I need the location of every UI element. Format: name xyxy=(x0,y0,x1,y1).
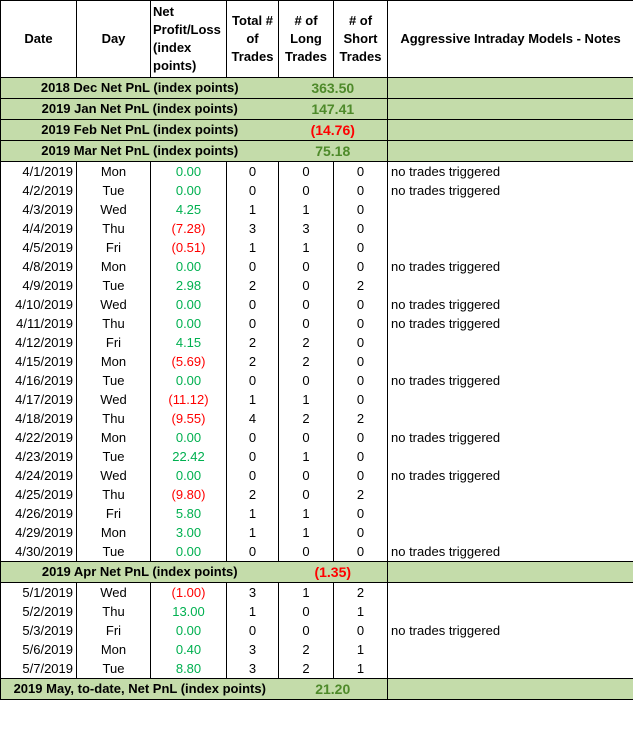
short-trades-cell: 0 xyxy=(334,238,388,257)
table-row xyxy=(1,640,633,659)
summary-value: (1.35) xyxy=(279,562,388,583)
pnl-cell: 0.00 xyxy=(151,621,227,640)
note-cell: no trades triggered xyxy=(388,162,633,182)
day-cell: Mon xyxy=(77,257,151,276)
day-cell: Wed xyxy=(77,583,151,603)
total-trades-cell: 0 xyxy=(227,447,279,466)
table-row xyxy=(1,621,633,640)
date-cell: 4/16/2019 xyxy=(1,371,77,390)
pnl-cell: 2.98 xyxy=(151,276,227,295)
total-trades-cell: 0 xyxy=(227,371,279,390)
table-row xyxy=(1,333,633,352)
short-trades-cell: 0 xyxy=(334,371,388,390)
day-cell: Wed xyxy=(77,295,151,314)
pnl-cell: (1.00) xyxy=(151,583,227,603)
date-cell: 4/3/2019 xyxy=(1,200,77,219)
note-cell xyxy=(388,523,633,542)
long-trades-cell: 0 xyxy=(279,602,334,621)
note-cell xyxy=(388,238,633,257)
date-cell: 4/5/2019 xyxy=(1,238,77,257)
day-cell: Fri xyxy=(77,238,151,257)
summary-row-feb xyxy=(1,120,633,141)
short-trades-cell: 0 xyxy=(334,428,388,447)
pnl-cell: 0.00 xyxy=(151,428,227,447)
header-short: # of Short Trades xyxy=(334,1,388,78)
total-trades-cell: 2 xyxy=(227,352,279,371)
day-cell: Thu xyxy=(77,219,151,238)
long-trades-cell: 0 xyxy=(279,542,334,562)
total-trades-cell: 4 xyxy=(227,409,279,428)
pnl-cell: (9.80) xyxy=(151,485,227,504)
short-trades-cell: 2 xyxy=(334,409,388,428)
note-cell: no trades triggered xyxy=(388,181,633,200)
pnl-cell: 3.00 xyxy=(151,523,227,542)
note-cell xyxy=(388,583,633,603)
day-cell: Thu xyxy=(77,485,151,504)
long-trades-cell: 0 xyxy=(279,485,334,504)
summary-value: 75.18 xyxy=(279,141,388,162)
short-trades-cell: 0 xyxy=(334,314,388,333)
date-cell: 4/9/2019 xyxy=(1,276,77,295)
note-cell: no trades triggered xyxy=(388,371,633,390)
total-trades-cell: 3 xyxy=(227,659,279,679)
pnl-cell: (5.69) xyxy=(151,352,227,371)
summary-label: 2019 Mar Net PnL (index points) xyxy=(1,141,279,162)
date-cell: 4/18/2019 xyxy=(1,409,77,428)
pnl-cell: 0.00 xyxy=(151,542,227,562)
short-trades-cell: 1 xyxy=(334,602,388,621)
pnl-cell: 0.00 xyxy=(151,466,227,485)
day-cell: Fri xyxy=(77,333,151,352)
total-trades-cell: 0 xyxy=(227,181,279,200)
note-cell xyxy=(388,504,633,523)
date-cell: 5/6/2019 xyxy=(1,640,77,659)
total-trades-cell: 0 xyxy=(227,466,279,485)
table-row xyxy=(1,257,633,276)
table-row xyxy=(1,390,633,409)
summary-value: 21.20 xyxy=(279,679,388,700)
summary-label: 2019 May, to-date, Net PnL (index points) xyxy=(1,679,279,700)
date-cell: 4/25/2019 xyxy=(1,485,77,504)
table-row xyxy=(1,200,633,219)
day-cell: Wed xyxy=(77,200,151,219)
summary-row-dec xyxy=(1,78,633,99)
total-trades-cell: 0 xyxy=(227,542,279,562)
day-cell: Mon xyxy=(77,428,151,447)
table-row xyxy=(1,523,633,542)
header-total: Total # of Trades xyxy=(227,1,279,78)
note-cell: no trades triggered xyxy=(388,542,633,562)
table-row xyxy=(1,447,633,466)
note-cell xyxy=(388,640,633,659)
total-trades-cell: 0 xyxy=(227,257,279,276)
total-trades-cell: 0 xyxy=(227,162,279,182)
date-cell: 4/23/2019 xyxy=(1,447,77,466)
short-trades-cell: 2 xyxy=(334,583,388,603)
long-trades-cell: 2 xyxy=(279,659,334,679)
date-cell: 4/1/2019 xyxy=(1,162,77,182)
short-trades-cell: 0 xyxy=(334,162,388,182)
total-trades-cell: 1 xyxy=(227,504,279,523)
table-row xyxy=(1,659,633,679)
table-row xyxy=(1,602,633,621)
total-trades-cell: 2 xyxy=(227,333,279,352)
pnl-cell: (11.12) xyxy=(151,390,227,409)
summary-label: 2019 Apr Net PnL (index points) xyxy=(1,562,279,583)
long-trades-cell: 0 xyxy=(279,621,334,640)
summary-label: 2019 Jan Net PnL (index points) xyxy=(1,99,279,120)
long-trades-cell: 1 xyxy=(279,523,334,542)
short-trades-cell: 2 xyxy=(334,276,388,295)
table-row xyxy=(1,295,633,314)
note-cell xyxy=(388,352,633,371)
note-cell: no trades triggered xyxy=(388,257,633,276)
short-trades-cell: 0 xyxy=(334,621,388,640)
pnl-cell: 0.00 xyxy=(151,314,227,333)
table-row xyxy=(1,371,633,390)
total-trades-cell: 0 xyxy=(227,314,279,333)
pnl-cell: 13.00 xyxy=(151,602,227,621)
day-cell: Thu xyxy=(77,314,151,333)
day-cell: Mon xyxy=(77,523,151,542)
long-trades-cell: 2 xyxy=(279,640,334,659)
pnl-cell: (0.51) xyxy=(151,238,227,257)
summary-row-jan xyxy=(1,99,633,120)
total-trades-cell: 3 xyxy=(227,583,279,603)
date-cell: 5/1/2019 xyxy=(1,583,77,603)
total-trades-cell: 2 xyxy=(227,485,279,504)
note-cell xyxy=(388,390,633,409)
date-cell: 4/4/2019 xyxy=(1,219,77,238)
long-trades-cell: 0 xyxy=(279,162,334,182)
note-cell xyxy=(388,447,633,466)
day-cell: Tue xyxy=(77,371,151,390)
note-cell xyxy=(388,485,633,504)
pnl-cell: 0.00 xyxy=(151,257,227,276)
total-trades-cell: 1 xyxy=(227,602,279,621)
pnl-cell: 22.42 xyxy=(151,447,227,466)
short-trades-cell: 2 xyxy=(334,485,388,504)
long-trades-cell: 1 xyxy=(279,238,334,257)
day-cell: Wed xyxy=(77,466,151,485)
long-trades-cell: 0 xyxy=(279,257,334,276)
pnl-cell: 0.00 xyxy=(151,162,227,182)
short-trades-cell: 0 xyxy=(334,542,388,562)
day-cell: Tue xyxy=(77,181,151,200)
pnl-cell: (9.55) xyxy=(151,409,227,428)
short-trades-cell: 0 xyxy=(334,504,388,523)
total-trades-cell: 3 xyxy=(227,219,279,238)
summary-value: 363.50 xyxy=(279,78,388,99)
short-trades-cell: 0 xyxy=(334,523,388,542)
header-day: Day xyxy=(77,1,151,78)
note-cell: no trades triggered xyxy=(388,466,633,485)
note-cell xyxy=(388,219,633,238)
pnl-cell: 5.80 xyxy=(151,504,227,523)
long-trades-cell: 1 xyxy=(279,390,334,409)
total-trades-cell: 0 xyxy=(227,621,279,640)
date-cell: 4/2/2019 xyxy=(1,181,77,200)
short-trades-cell: 0 xyxy=(334,333,388,352)
date-cell: 4/8/2019 xyxy=(1,257,77,276)
summary-row-may xyxy=(1,679,633,700)
table-row xyxy=(1,219,633,238)
table-row xyxy=(1,409,633,428)
long-trades-cell: 0 xyxy=(279,181,334,200)
date-cell: 4/12/2019 xyxy=(1,333,77,352)
pnl-cell: (7.28) xyxy=(151,219,227,238)
date-cell: 4/22/2019 xyxy=(1,428,77,447)
summary-note xyxy=(388,120,633,141)
total-trades-cell: 1 xyxy=(227,238,279,257)
note-cell xyxy=(388,659,633,679)
day-cell: Mon xyxy=(77,640,151,659)
long-trades-cell: 2 xyxy=(279,409,334,428)
pnl-cell: 0.40 xyxy=(151,640,227,659)
long-trades-cell: 2 xyxy=(279,352,334,371)
header-long: # of Long Trades xyxy=(279,1,334,78)
short-trades-cell: 0 xyxy=(334,181,388,200)
date-cell: 4/11/2019 xyxy=(1,314,77,333)
day-cell: Mon xyxy=(77,162,151,182)
long-trades-cell: 1 xyxy=(279,200,334,219)
date-cell: 4/17/2019 xyxy=(1,390,77,409)
note-cell xyxy=(388,409,633,428)
long-trades-cell: 1 xyxy=(279,504,334,523)
long-trades-cell: 0 xyxy=(279,371,334,390)
table-row xyxy=(1,238,633,257)
short-trades-cell: 0 xyxy=(334,466,388,485)
table-row xyxy=(1,485,633,504)
short-trades-cell: 0 xyxy=(334,219,388,238)
date-cell: 4/26/2019 xyxy=(1,504,77,523)
long-trades-cell: 2 xyxy=(279,333,334,352)
pnl-cell: 0.00 xyxy=(151,371,227,390)
day-cell: Mon xyxy=(77,352,151,371)
day-cell: Fri xyxy=(77,621,151,640)
long-trades-cell: 0 xyxy=(279,428,334,447)
note-cell xyxy=(388,276,633,295)
table-row xyxy=(1,428,633,447)
long-trades-cell: 1 xyxy=(279,447,334,466)
summary-label: 2018 Dec Net PnL (index points) xyxy=(1,78,279,99)
short-trades-cell: 0 xyxy=(334,390,388,409)
note-cell: no trades triggered xyxy=(388,621,633,640)
day-cell: Thu xyxy=(77,602,151,621)
short-trades-cell: 0 xyxy=(334,352,388,371)
summary-note xyxy=(388,679,633,700)
total-trades-cell: 1 xyxy=(227,390,279,409)
short-trades-cell: 0 xyxy=(334,295,388,314)
summary-row-mar xyxy=(1,141,633,162)
note-cell: no trades triggered xyxy=(388,314,633,333)
short-trades-cell: 0 xyxy=(334,257,388,276)
date-cell: 4/15/2019 xyxy=(1,352,77,371)
short-trades-cell: 0 xyxy=(334,447,388,466)
summary-note xyxy=(388,141,633,162)
total-trades-cell: 1 xyxy=(227,200,279,219)
day-cell: Tue xyxy=(77,542,151,562)
table-row xyxy=(1,542,633,562)
note-cell xyxy=(388,200,633,219)
short-trades-cell: 1 xyxy=(334,659,388,679)
table-row xyxy=(1,504,633,523)
total-trades-cell: 0 xyxy=(227,428,279,447)
summary-value: (14.76) xyxy=(279,120,388,141)
summary-label: 2019 Feb Net PnL (index points) xyxy=(1,120,279,141)
long-trades-cell: 0 xyxy=(279,466,334,485)
long-trades-cell: 0 xyxy=(279,276,334,295)
total-trades-cell: 1 xyxy=(227,523,279,542)
long-trades-cell: 3 xyxy=(279,219,334,238)
table-row xyxy=(1,181,633,200)
table-row xyxy=(1,162,633,182)
long-trades-cell: 1 xyxy=(279,583,334,603)
summary-note xyxy=(388,562,633,583)
header-date: Date xyxy=(1,1,77,78)
pnl-cell: 0.00 xyxy=(151,181,227,200)
note-cell xyxy=(388,333,633,352)
table-row xyxy=(1,276,633,295)
date-cell: 5/2/2019 xyxy=(1,602,77,621)
summary-value: 147.41 xyxy=(279,99,388,120)
day-cell: Fri xyxy=(77,504,151,523)
table-row xyxy=(1,314,633,333)
date-cell: 5/7/2019 xyxy=(1,659,77,679)
pnl-cell: 0.00 xyxy=(151,295,227,314)
table-row xyxy=(1,352,633,371)
date-cell: 4/10/2019 xyxy=(1,295,77,314)
day-cell: Tue xyxy=(77,276,151,295)
long-trades-cell: 0 xyxy=(279,295,334,314)
note-cell xyxy=(388,602,633,621)
header-profit: Net Profit/Loss (index points) xyxy=(151,1,227,78)
pnl-cell: 4.25 xyxy=(151,200,227,219)
total-trades-cell: 3 xyxy=(227,640,279,659)
total-trades-cell: 0 xyxy=(227,295,279,314)
header-row xyxy=(1,1,633,78)
table-row xyxy=(1,466,633,485)
pnl-cell: 8.80 xyxy=(151,659,227,679)
long-trades-cell: 0 xyxy=(279,314,334,333)
short-trades-cell: 1 xyxy=(334,640,388,659)
note-cell: no trades triggered xyxy=(388,428,633,447)
date-cell: 4/24/2019 xyxy=(1,466,77,485)
summary-note xyxy=(388,99,633,120)
day-cell: Tue xyxy=(77,447,151,466)
day-cell: Thu xyxy=(77,409,151,428)
short-trades-cell: 0 xyxy=(334,200,388,219)
date-cell: 4/29/2019 xyxy=(1,523,77,542)
day-cell: Wed xyxy=(77,390,151,409)
summary-row-apr xyxy=(1,562,633,583)
header-notes: Aggressive Intraday Models - Notes xyxy=(388,1,633,78)
date-cell: 4/30/2019 xyxy=(1,542,77,562)
date-cell: 5/3/2019 xyxy=(1,621,77,640)
total-trades-cell: 2 xyxy=(227,276,279,295)
day-cell: Tue xyxy=(77,659,151,679)
table-row xyxy=(1,583,633,603)
summary-note xyxy=(388,78,633,99)
pnl-cell: 4.15 xyxy=(151,333,227,352)
note-cell: no trades triggered xyxy=(388,295,633,314)
